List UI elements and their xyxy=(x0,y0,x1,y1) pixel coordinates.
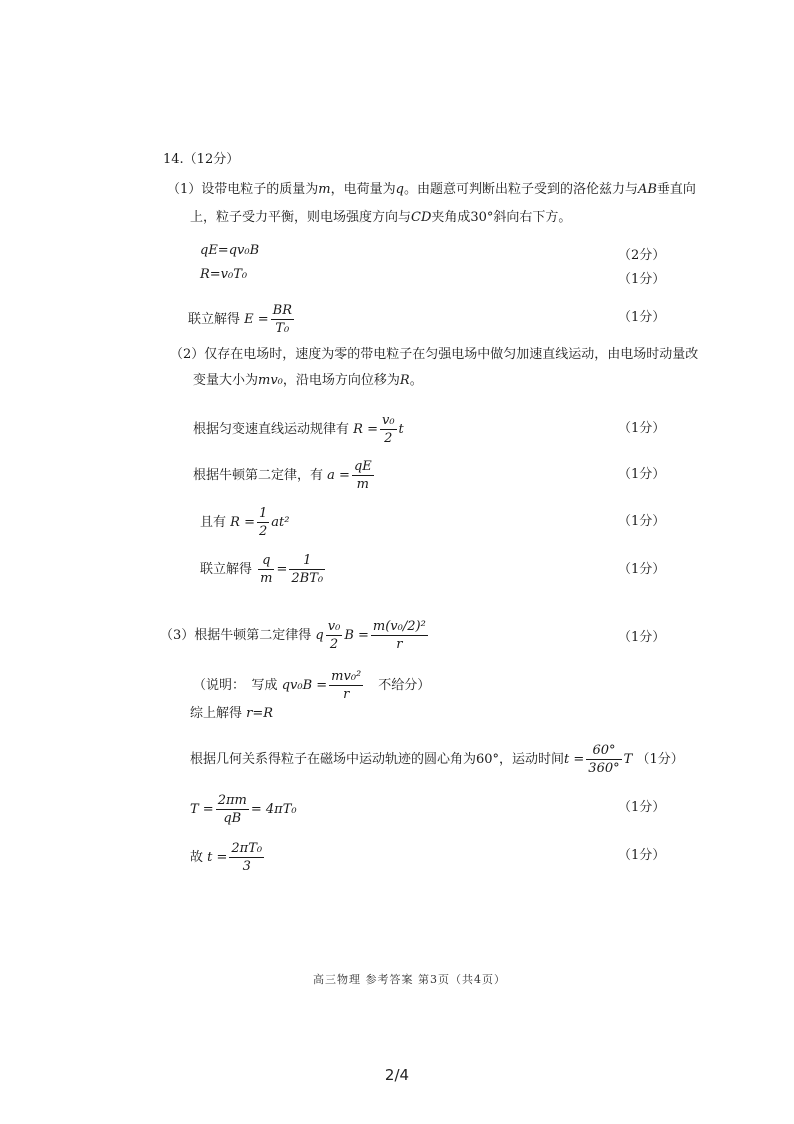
geom-denominator: 360° xyxy=(588,761,620,776)
geom-numerator: 60° xyxy=(586,742,621,760)
result-equals: = xyxy=(276,562,288,577)
points-displacement: （1分） xyxy=(618,514,666,529)
points-period: （1分） xyxy=(618,800,666,815)
geom-tail: T xyxy=(623,752,633,767)
disp-numerator: 1 xyxy=(258,506,268,521)
disp-tail: at² xyxy=(271,515,290,530)
points-newton: （1分） xyxy=(618,467,666,482)
part1-text-a: （1）设带电粒子的质量为 xyxy=(167,182,319,197)
charge-symbol: q xyxy=(395,182,404,197)
final-answer xyxy=(190,840,266,875)
part3-v-denominator: 2 xyxy=(329,637,339,652)
charge-mass-ratio xyxy=(200,552,327,587)
newton-equation xyxy=(193,458,376,493)
note-lhs: qv₀B = xyxy=(281,678,328,693)
newton-denominator: m xyxy=(356,477,369,492)
solve-fraction xyxy=(271,302,294,337)
geometry-line xyxy=(190,742,684,777)
points-final: （1分） xyxy=(618,848,666,863)
kinematics-equation xyxy=(193,412,404,447)
result-label: 联立解得 xyxy=(200,562,253,577)
part3-newton-equation xyxy=(160,618,430,653)
part3-velocity-fraction xyxy=(326,618,343,653)
conclude-label: 综上解得 xyxy=(190,706,243,721)
disp-fraction xyxy=(257,505,269,540)
conclusion-line xyxy=(190,705,273,723)
final-fraction xyxy=(229,840,264,875)
part2-text-c: 。 xyxy=(409,373,423,388)
note-numerator: mv₀² xyxy=(331,669,362,684)
kin-label: 根据匀变速直线运动规律有 xyxy=(193,422,350,437)
part2-text-a: 变量大小为 xyxy=(193,373,259,388)
note-label: （说明： xyxy=(193,678,239,693)
solve-label: 联立解得 xyxy=(188,312,241,327)
part1-intro-line1 xyxy=(167,181,696,199)
part2-intro-line2 xyxy=(193,372,423,390)
ratio-fraction xyxy=(258,552,274,587)
kin-tail: t xyxy=(398,422,404,437)
solve-numerator: BR xyxy=(272,303,293,318)
points-eq1: （2分） xyxy=(618,248,666,263)
period-equation xyxy=(190,792,297,827)
grading-note xyxy=(193,668,430,703)
part3-rhs-fraction xyxy=(371,618,428,653)
geom-lhs: t = xyxy=(564,752,585,767)
cd-symbol: CD xyxy=(411,210,432,225)
disp-denominator: 2 xyxy=(258,524,268,539)
points-geometry: （1分） xyxy=(636,752,684,767)
equation-force-balance: qE=qv₀B xyxy=(200,243,260,258)
kin-fraction xyxy=(380,412,397,447)
period-rhs: = 4πT₀ xyxy=(250,802,297,817)
disp-lhs: R = xyxy=(230,515,255,530)
result-denominator: 2BT₀ xyxy=(291,571,324,586)
equation-radius: R=v₀T₀ xyxy=(200,267,248,282)
note-mid: 写成 xyxy=(251,678,278,693)
part1-text-c: 。由题意可判断出粒子受到的洛伦兹力与 xyxy=(403,182,638,197)
points-solve: （1分） xyxy=(618,310,666,325)
period-fraction xyxy=(216,792,249,827)
mass-symbol: m xyxy=(318,182,331,197)
period-numerator: 2πm xyxy=(217,793,247,808)
momentum-symbol: mv₀ xyxy=(258,373,283,388)
period-denominator: qB xyxy=(223,811,242,826)
part1-text-d: 垂直向 xyxy=(656,182,696,197)
kin-denominator: 2 xyxy=(384,431,393,446)
geom-fraction xyxy=(586,742,621,777)
part1-intro-line2 xyxy=(190,209,571,227)
part3-q: q xyxy=(315,628,324,643)
solve-denominator: T₀ xyxy=(275,321,290,336)
note-tail: 不给分） xyxy=(378,678,431,693)
geom-text: 根据几何关系得粒子在磁场中运动轨迹的圆心角为60°，运动时间 xyxy=(190,752,565,767)
final-label: 故 xyxy=(190,850,204,865)
part2-intro-line1: （2）仅存在电场时，速度为零的带电粒子在匀强电场中做匀加速直线运动，由电场时动量改 xyxy=(170,347,699,362)
note-denominator: r xyxy=(343,687,350,702)
kin-numerator: v₀ xyxy=(381,413,395,428)
conclude-expr: r=R xyxy=(246,706,274,721)
ratio-numerator: q xyxy=(258,552,274,570)
displacement-equation xyxy=(200,505,289,540)
final-lhs: t = xyxy=(207,850,228,865)
result-fraction xyxy=(289,552,325,587)
points-result: （1分） xyxy=(618,562,666,577)
part3-b-eq: B = xyxy=(344,628,369,643)
newton-label: 根据牛顿第二定律，有 xyxy=(193,468,324,483)
newton-numerator: qE xyxy=(353,459,372,474)
part1-text-f: 夹角成30°斜向右下方。 xyxy=(431,210,572,225)
note-fraction xyxy=(329,668,363,703)
final-numerator: 2πT₀ xyxy=(231,841,263,856)
part2-text-b: ，沿电场方向位移为 xyxy=(282,373,400,388)
points-eq2: （1分） xyxy=(618,272,666,287)
part3-v-numerator: v₀ xyxy=(327,619,341,634)
disp-label: 且有 xyxy=(200,515,227,530)
page-footer: 高三物理 参考答案 第3页（共4页） xyxy=(313,973,506,986)
part3-rhs-denominator: r xyxy=(396,637,403,652)
question-heading: 14.（12分） xyxy=(163,152,240,167)
kin-lhs: R = xyxy=(353,422,378,437)
part1-text-b: ，电荷量为 xyxy=(330,182,396,197)
part3-label: （3）根据牛顿第二定律得 xyxy=(160,628,312,643)
r-symbol: R xyxy=(399,373,410,388)
result-numerator: 1 xyxy=(289,552,325,570)
page-number: 2/4 xyxy=(384,1066,410,1084)
newton-fraction xyxy=(352,458,374,493)
part1-text-e: 上，粒子受力平衡，则电场强度方向与 xyxy=(190,210,412,225)
solve-lhs: E = xyxy=(244,312,269,327)
part1-solution xyxy=(188,302,296,337)
newton-lhs: a = xyxy=(327,468,350,483)
part3-rhs-numerator: m(v₀/2)² xyxy=(372,619,426,634)
final-denominator: 3 xyxy=(242,859,251,874)
points-kinematics: （1分） xyxy=(618,421,666,436)
ab-symbol: AB xyxy=(637,182,657,197)
points-part3-newton: （1分） xyxy=(618,630,666,645)
period-lhs: T = xyxy=(190,802,214,817)
ratio-denominator: m xyxy=(260,571,273,586)
